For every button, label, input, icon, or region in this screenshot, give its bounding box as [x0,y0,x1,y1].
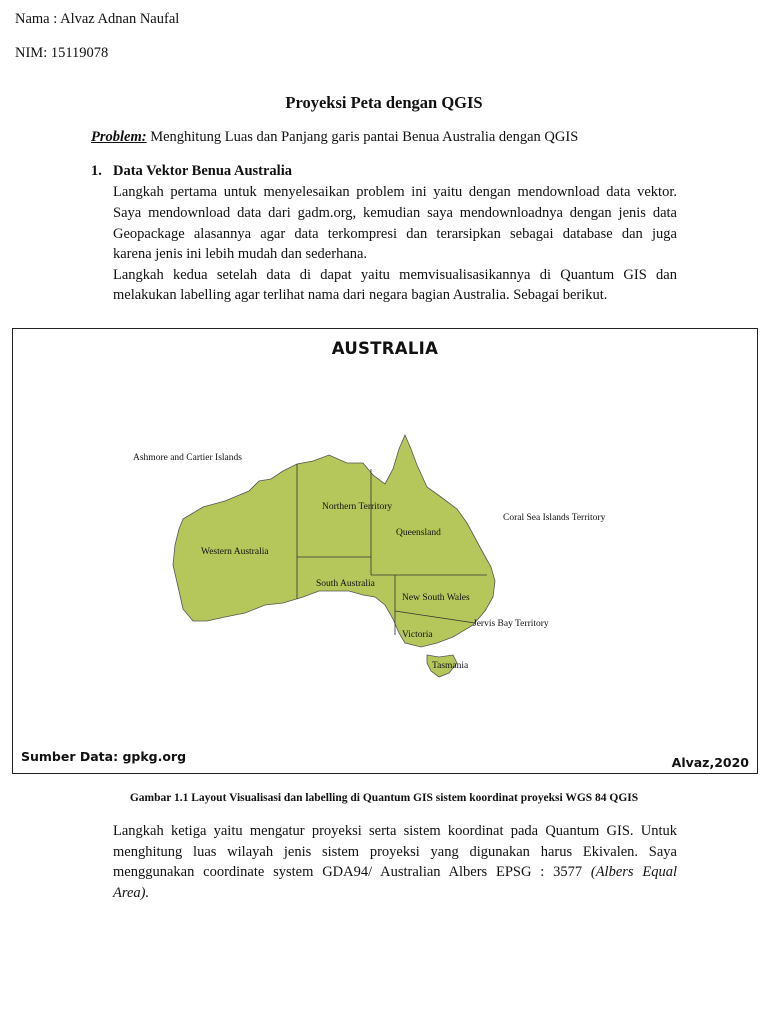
paragraph-line: Saya mendownload data dari gadm.org, kemudian saya mendownloadnya dengan jenis data [113,205,677,221]
map-credit: Alvaz,2020 [671,755,749,770]
paragraph-line [113,862,677,883]
label-victoria: Victoria [402,630,433,640]
label-western-australia: Western Australia [201,547,269,557]
page-title: Proyeksi Peta dengan QGIS [285,93,483,112]
label-queensland: Queensland [396,528,441,538]
map-source: Sumber Data: gpkg.org [21,749,187,764]
paragraph-italic-text: (Albers Equal [590,864,677,880]
paragraph-line: Langkah pertama untuk menyelesaikan problem ini yaitu dengan mendownload data vektor. [113,184,677,200]
author-name: Nama : Alvaz Adnan Naufal [15,11,180,27]
paragraph-line: Geopackage alasannya agar data terkompresi dan terarsipkan sebagai database dan juga [113,226,677,242]
paragraph-line: karena jenis ini lebih mudah dan sederhana. [113,246,368,262]
paragraph-italic-line: Area). [113,885,150,901]
paragraph-line: Langkah kedua setelah data di dapat yaitu memvisualisasikannya di Quantum GIS dan [113,267,677,283]
label-jervis-bay: Jervis Bay Territory [473,619,549,629]
problem-label: Problem: [91,129,147,145]
label-ashmore: Ashmore and Cartier Islands [133,453,242,463]
paragraph-text: menggunakan coordinate system GDA94/ Australian Albers EPSG : 3577 [113,864,591,880]
student-id: NIM: 15119078 [15,45,109,61]
label-coral-sea: Coral Sea Islands Territory [503,513,606,523]
problem-statement [91,129,578,146]
paragraph-line: melakukan labelling agar terlihat nama dari negara bagian Australia. Sebagai berikut. [113,287,608,303]
label-northern-territory: Northern Territory [322,502,393,512]
label-south-australia: South Australia [316,579,375,589]
paragraph-line: menghitung luas wilayah jenis sistem proyeksi yang digunakan harus Ekivalen. Saya [113,844,677,860]
map-figure [12,328,758,774]
australia-map [13,329,757,773]
label-tasmania: Tasmania [432,661,469,671]
map-title: AUSTRALIA [331,339,439,358]
mainland-outline [173,435,495,647]
problem-text: Menghitung Luas dan Panjang garis pantai Benua Australia dengan QGIS [146,129,579,145]
label-new-south-wales: New South Wales [402,593,470,603]
paragraph-line: Langkah ketiga yaitu mengatur proyeksi serta sistem koordinat pada Quantum GIS. Untuk [113,823,677,839]
section-number: 1. [91,163,102,179]
figure-caption: Gambar 1.1 Layout Visualisasi dan labelling di Quantum GIS sistem koordinat proyeksi WGS 84 QGIS [129,792,639,804]
section-title: Data Vektor Benua Australia [113,163,292,179]
